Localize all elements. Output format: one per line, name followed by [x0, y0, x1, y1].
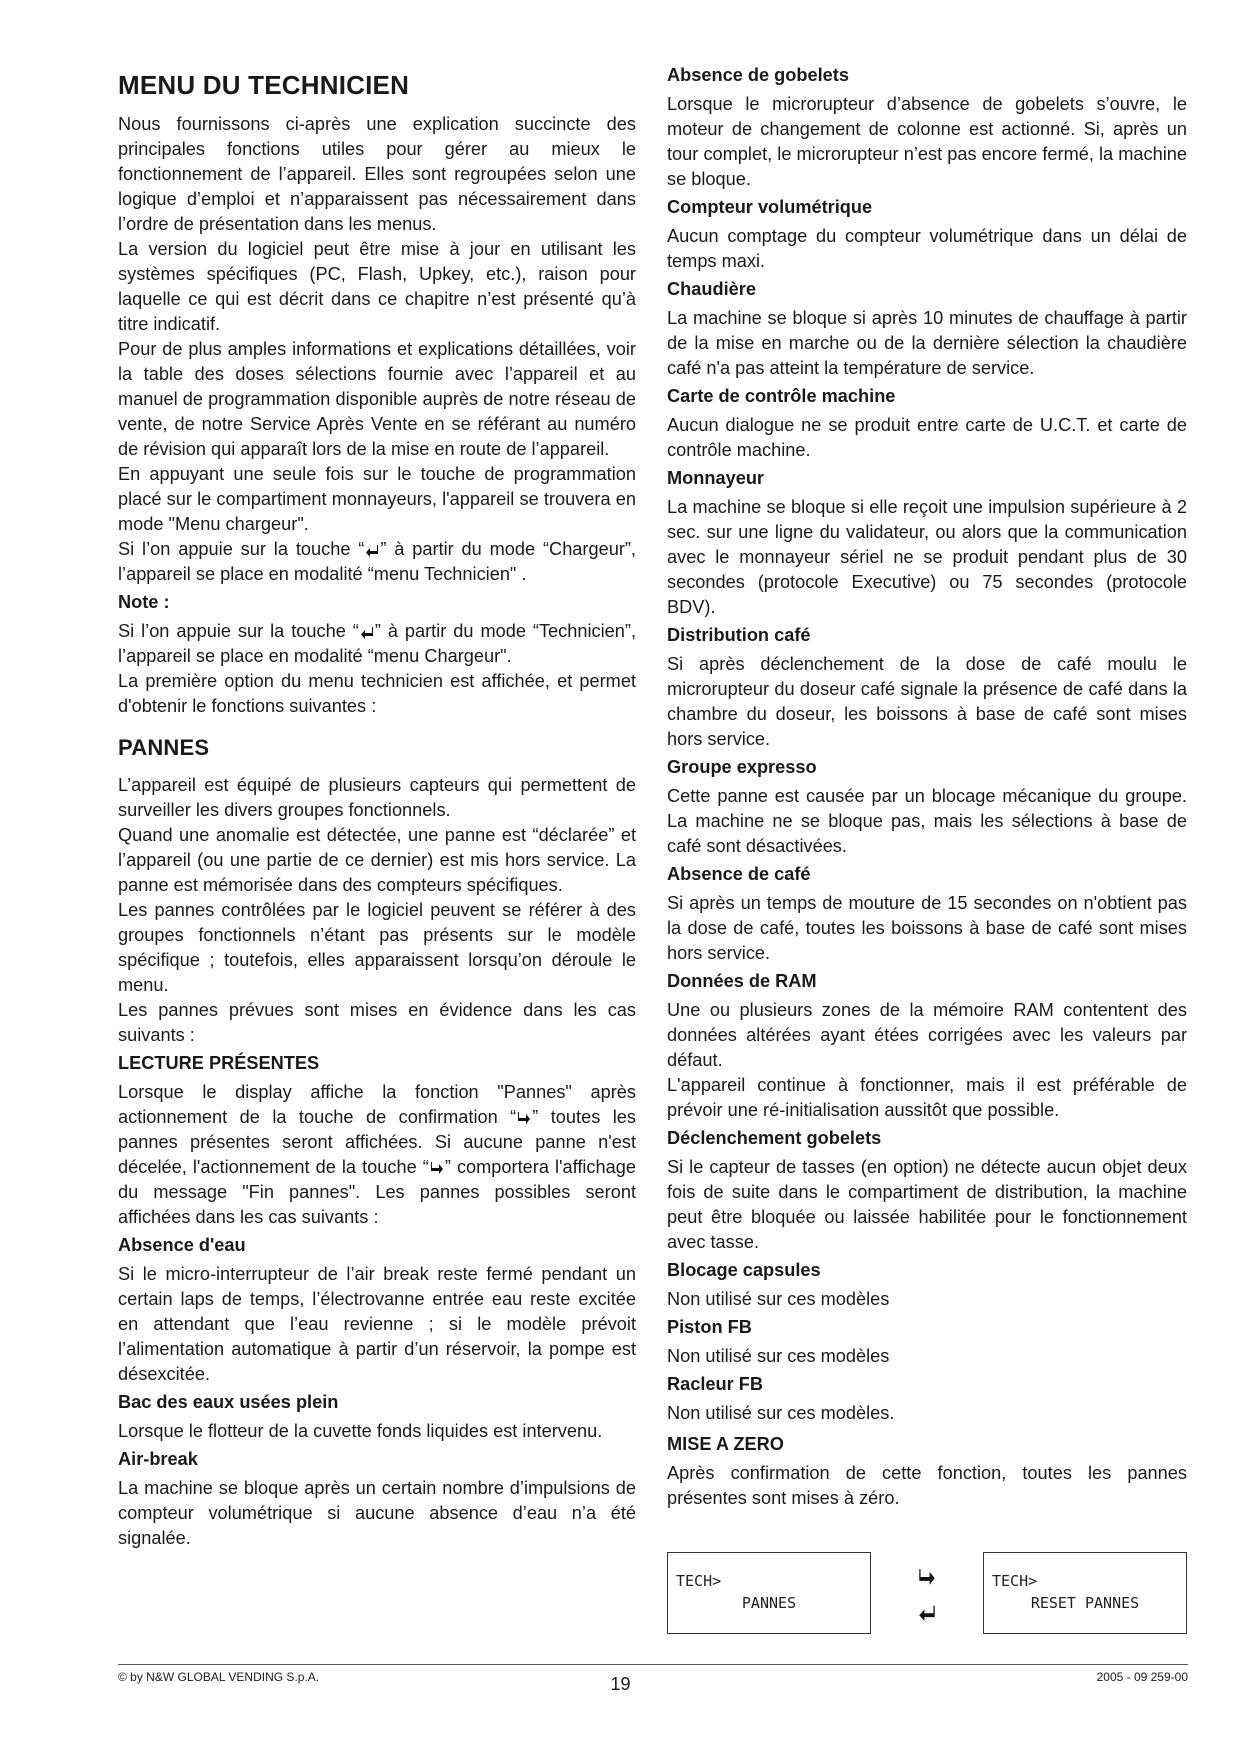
item-text: Lorsque le flotteur de la cuvette fonds liquides est intervenu. [118, 1421, 603, 1441]
footer-doc-ref: 2005 - 09 259-00 [1096, 1670, 1188, 1684]
right-column [667, 60, 1187, 1511]
text-fragment: ” comportera l'affichage du message "Fin pannes". Les pannes possibles seront affichées dans les cas suivants : [118, 1157, 636, 1227]
paragraph: Les pannes prévues sont mises en évidence dans les cas suivants : [118, 1000, 636, 1045]
paragraph: Quand une anomalie est détectée, une panne est “déclarée” et l’appareil (ou une partie de ce dernier) est mis hors service. La panne est mémorisée dans des compteurs spécifiques. [118, 825, 636, 895]
item-title: Chaudière [667, 279, 756, 299]
text-fragment: ” toutes les pannes présentes seront affichées. Si aucune panne n'est décelée, l'actionnement de la touche “ [118, 1107, 637, 1177]
paragraph [118, 537, 636, 587]
item-title: Groupe expresso [667, 757, 817, 777]
section-title-pannes: PANNES [118, 735, 210, 760]
item-title: Absence de café [667, 864, 811, 884]
item-title: Monnayeur [667, 468, 765, 488]
text-fragment: Si l’on appuie sur la touche “ [118, 621, 359, 641]
subsection-title-mise-a-zero: MISE A ZERO [667, 1434, 784, 1454]
page-number: 19 [610, 1674, 631, 1694]
item-text: Si le capteur de tasses (en option) ne détecte aucun objet deux fois de suite dans le compartiment de distribution, la machine peut être bloquée ou laissée habilitée pour le fonctionnement avec tasse. [667, 1157, 1187, 1252]
enter-key-icon [517, 1111, 531, 1125]
item-title: Carte de contrôle machine [667, 386, 896, 406]
paragraph: Après confirmation de cette fonction, toutes les pannes présentes sont mises à zéro. [667, 1463, 1187, 1508]
paragraph: L’appareil est équipé de plusieurs capteurs qui permettent de surveiller les divers groupes fonctionnels. [118, 775, 636, 820]
paragraph: La version du logiciel peut être mise à jour en utilisant les systèmes spécifiques (PC, Flash, Upkey, etc.), raison pour laquelle ce qui est décrit dans ce chapitre n’est présenté qu’à titre indicatif. [118, 239, 636, 334]
display-screen-reset-pannes [983, 1552, 1187, 1634]
footer-divider [118, 1664, 1188, 1665]
paragraph [118, 619, 636, 669]
display-screen-pannes [667, 1552, 871, 1634]
item-title: Blocage capsules [667, 1260, 821, 1280]
item-text: Aucun comptage du compteur volumétrique dans un délai de temps maxi. [667, 226, 1187, 271]
escape-key-icon [365, 543, 379, 557]
item-text: Une ou plusieurs zones de la mémoire RAM contentent des données altérées ayant étées corrigées avec les valeurs par défaut. [667, 1000, 1187, 1070]
section-title-menu-technicien: MENU DU TECHNICIEN [118, 70, 410, 100]
item-text: Non utilisé sur ces modèles. [667, 1403, 895, 1423]
text-fragment: Si l’on appuie sur la touche “ [118, 539, 365, 559]
paragraph [118, 1080, 636, 1230]
item-title: Absence d'eau [118, 1235, 246, 1255]
display-line-2: RESET PANNES [1030, 1594, 1140, 1612]
paragraph: En appuyant une seule fois sur le touche de programmation placé sur le compartiment monnayeurs, l'appareil se trouvera en mode "Menu chargeur". [118, 464, 636, 534]
item-text: La machine se bloque si après 10 minutes de chauffage à partir de la mise en marche ou de la dernière sélection la chaudière café n'a pas atteint la température de service. [667, 308, 1187, 378]
item-text: La machine se bloque après un certain nombre d’impulsions de compteur volumétrique si aucune absence d’eau n’a été signalée. [118, 1478, 636, 1548]
paragraph: Pour de plus amples informations et explications détaillées, voir la table des doses sélections fournie avec l’appareil et au manuel de programmation disponible auprès de notre réseau de vente, de notre Service Après Vente en se référant au numéro de révision qui apparaît lors de la mise en route de l’appareil. [118, 339, 636, 459]
item-text: L'appareil continue à fonctionner, mais il est préférable de prévoir une ré-initialisation aussitôt que possible. [667, 1075, 1187, 1120]
footer-copyright: © by N&W GLOBAL VENDING S.p.A. [118, 1670, 320, 1684]
enter-key-icon [430, 1161, 444, 1175]
left-column [118, 60, 636, 1551]
note-title: Note : [118, 592, 170, 612]
item-title: Air-break [118, 1449, 198, 1469]
display-line-1: TECH> [992, 1572, 1038, 1590]
item-title: Données de RAM [667, 971, 817, 991]
item-title: Bac des eaux usées plein [118, 1392, 339, 1412]
text-fragment: ” à partir du mode “Technicien”, l’appareil se place en modalité “menu Chargeur". [118, 621, 636, 666]
item-text: Si le micro-interrupteur de l’air break reste fermé pendant un certain laps de temps, l’électrovanne entrée eau reste excitée en attendant que l’eau revienne ; si le modèle prévoit l’alimentation automatique à partir d’un réservoir, la pompe est désexcitée. [118, 1264, 636, 1384]
item-text: Lorsque le microrupteur d’absence de gobelets s’ouvre, le moteur de changement de colonne est actionné. Si, après un tour complet, le microrupteur n’est pas encore fermé, la machine se bloque. [667, 94, 1187, 189]
text-fragment: Lorsque le display affiche la fonction "Pannes" après actionnement de la touche de confirmation “ [118, 1082, 636, 1127]
text-fragment: ” à partir du mode “Chargeur”, l’appareil se place en modalité “menu Technicien" . [118, 539, 636, 584]
item-title: Racleur FB [667, 1374, 764, 1394]
item-text: Si après déclenchement de la dose de café moulu le microrupteur du doseur café signale la présence de café dans la chambre du doseur, les boissons à base de café sont mises hors service. [667, 654, 1187, 749]
item-text: Cette panne est causée par un blocage mécanique du groupe. La machine ne se bloque pas, mais les sélections à base de café sont désactivées. [667, 786, 1187, 856]
item-text: Non utilisé sur ces modèles [667, 1289, 890, 1309]
display-line-2: PANNES [741, 1594, 797, 1612]
subsection-title-lecture: LECTURE PRÉSENTES [118, 1053, 320, 1073]
enter-key-icon [918, 1568, 936, 1586]
paragraph: Nous fournissons ci-après une explication succincte des principales fonctions utiles pour gérer au mieux le fonctionnement de l’appareil. Elles sont regroupées selon une logique d’emploi et n’apparaissent pas nécessairement dans l’ordre de présentation dans les menus. [118, 114, 636, 234]
item-title: Déclenchement gobelets [667, 1128, 882, 1148]
item-title: Piston FB [667, 1317, 752, 1337]
display-line-1: TECH> [676, 1572, 722, 1590]
escape-key-icon [360, 625, 374, 639]
item-title: Absence de gobelets [667, 65, 849, 85]
item-title: Compteur volumétrique [667, 197, 873, 217]
paragraph: La première option du menu technicien est affichée, et permet d'obtenir le fonctions suivantes : [118, 671, 636, 716]
item-text: La machine se bloque si elle reçoit une impulsion supérieure à 2 sec. sur une ligne du validateur, ou alors que la communication avec le monnayeur sériel ne se produit pendant plus de 30 secondes (protocole Executive) ou 75 secondes (protocole BDV). [667, 497, 1187, 617]
item-text: Si après un temps de mouture de 15 secondes on n'obtient pas la dose de café, toutes les boissons à base de café sont mises hors service. [667, 893, 1187, 963]
escape-key-icon [918, 1603, 936, 1621]
item-title: Distribution café [667, 625, 811, 645]
item-text: Non utilisé sur ces modèles [667, 1346, 890, 1366]
item-text: Aucun dialogue ne se produit entre carte de U.C.T. et carte de contrôle machine. [667, 415, 1187, 460]
paragraph: Les pannes contrôlées par le logiciel peuvent se référer à des groupes fonctionnels n’étant pas présents sur le modèle spécifique ; toutefois, elles apparaissent lorsqu’on déroule le menu. [118, 900, 636, 995]
